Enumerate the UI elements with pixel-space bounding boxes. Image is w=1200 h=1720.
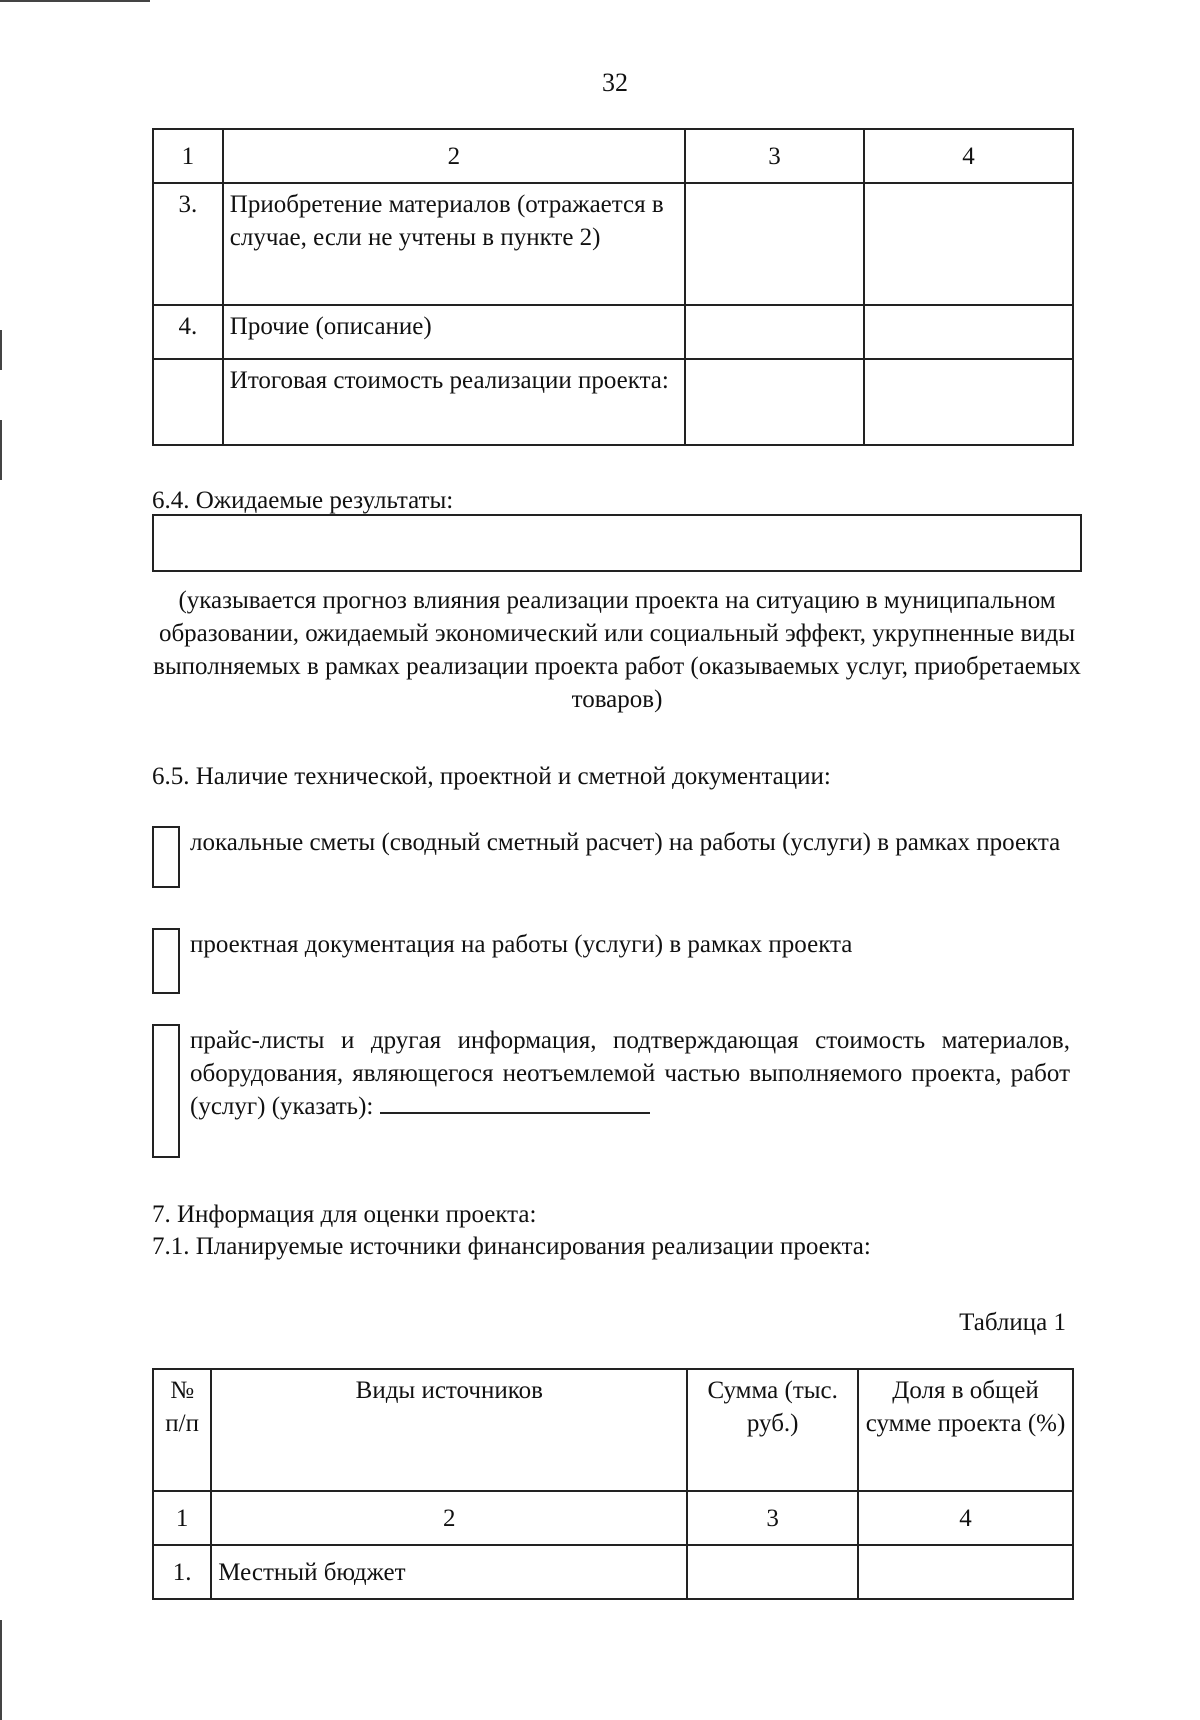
- column-number: 1: [153, 1491, 211, 1545]
- column-number: 4: [858, 1491, 1073, 1545]
- header-cell-sum: Сумма (тыс. руб.): [687, 1369, 858, 1491]
- row-share-cell[interactable]: [864, 359, 1073, 445]
- evaluation-section-title: 7. Информация для оценки проекта:: [152, 1201, 537, 1228]
- column-number: 2: [211, 1491, 687, 1545]
- row-description: Итоговая стоимость реализации проекта:: [223, 359, 685, 445]
- documentation-section-title: 6.5. Наличие технической, проектной и сметной документации:: [152, 763, 831, 790]
- page-number: 32: [602, 68, 628, 97]
- row-number: [153, 359, 223, 445]
- row-number: 1.: [153, 1545, 211, 1599]
- row-number: 3.: [153, 183, 223, 305]
- header-cell: 2: [223, 129, 685, 183]
- specify-fill-line[interactable]: [380, 1090, 650, 1114]
- scan-top-rule: [0, 0, 150, 2]
- checkbox-label: локальные сметы (сводный сметный расчет) на работы (услуги) в рамках проекта: [190, 829, 1061, 856]
- row-share-cell[interactable]: [858, 1545, 1073, 1599]
- checkbox-label: [190, 1024, 1070, 1123]
- table-row: [153, 183, 1073, 305]
- row-description: Прочие (описание): [223, 305, 685, 359]
- results-hint: (указывается прогноз влияния реализации проекта на ситуацию в муниципальном образовании, ожидаемый экономический или социальный эффект, укрупненные виды выполняемых в рамках реализации проекта работ (оказываемых услуг, приобретаемых товаров): [153, 587, 1081, 713]
- row-sum-cell[interactable]: [685, 305, 864, 359]
- column-number: 3: [687, 1491, 858, 1545]
- header-cell: 3: [685, 129, 864, 183]
- header-cell-number: № п/п: [153, 1369, 211, 1491]
- table-caption: Таблица 1: [959, 1309, 1066, 1336]
- row-number: 4.: [153, 305, 223, 359]
- table-row: [153, 305, 1073, 359]
- checkbox[interactable]: [152, 1024, 180, 1158]
- checkbox[interactable]: [152, 928, 180, 994]
- checkbox-label-text: прайс-листы и другая информация, подтверждающая стоимость материалов, оборудования, являющегося неотъемлемой частью выполняемого проекта, работ (услуг) (указать):: [190, 1027, 1070, 1120]
- row-sum-cell[interactable]: [685, 183, 864, 305]
- table-header-row: [153, 1369, 1073, 1491]
- scan-edge-mark: [0, 1620, 2, 1720]
- header-cell: 4: [864, 129, 1073, 183]
- table-header-row: [153, 129, 1073, 183]
- row-description: Приобретение материалов (отражается в случае, если не учтены в пункте 2): [223, 183, 685, 305]
- funding-sources-table: [152, 1368, 1074, 1600]
- row-sum-cell[interactable]: [687, 1545, 858, 1599]
- row-share-cell[interactable]: [864, 305, 1073, 359]
- column-numbers-row: [153, 1491, 1073, 1545]
- results-section-title: 6.4. Ожидаемые результаты:: [152, 487, 454, 514]
- project-cost-table: [152, 128, 1074, 446]
- table-row: [153, 1545, 1073, 1599]
- table-total-row: [153, 359, 1073, 445]
- checkbox-label: проектная документация на работы (услуги) в рамках проекта: [190, 931, 853, 958]
- row-sum-cell[interactable]: [685, 359, 864, 445]
- row-source-kind: Местный бюджет: [211, 1545, 687, 1599]
- header-cell-kind: Виды источников: [211, 1369, 687, 1491]
- results-input-box[interactable]: [152, 514, 1082, 572]
- header-cell-share: Доля в общей сумме проекта (%): [858, 1369, 1073, 1491]
- header-cell: 1: [153, 129, 223, 183]
- checkbox[interactable]: [152, 826, 180, 888]
- scan-edge-mark: [0, 420, 2, 480]
- scan-edge-mark: [0, 330, 2, 370]
- funding-sources-title: 7.1. Планируемые источники финансирования реализации проекта:: [152, 1233, 871, 1260]
- row-share-cell[interactable]: [864, 183, 1073, 305]
